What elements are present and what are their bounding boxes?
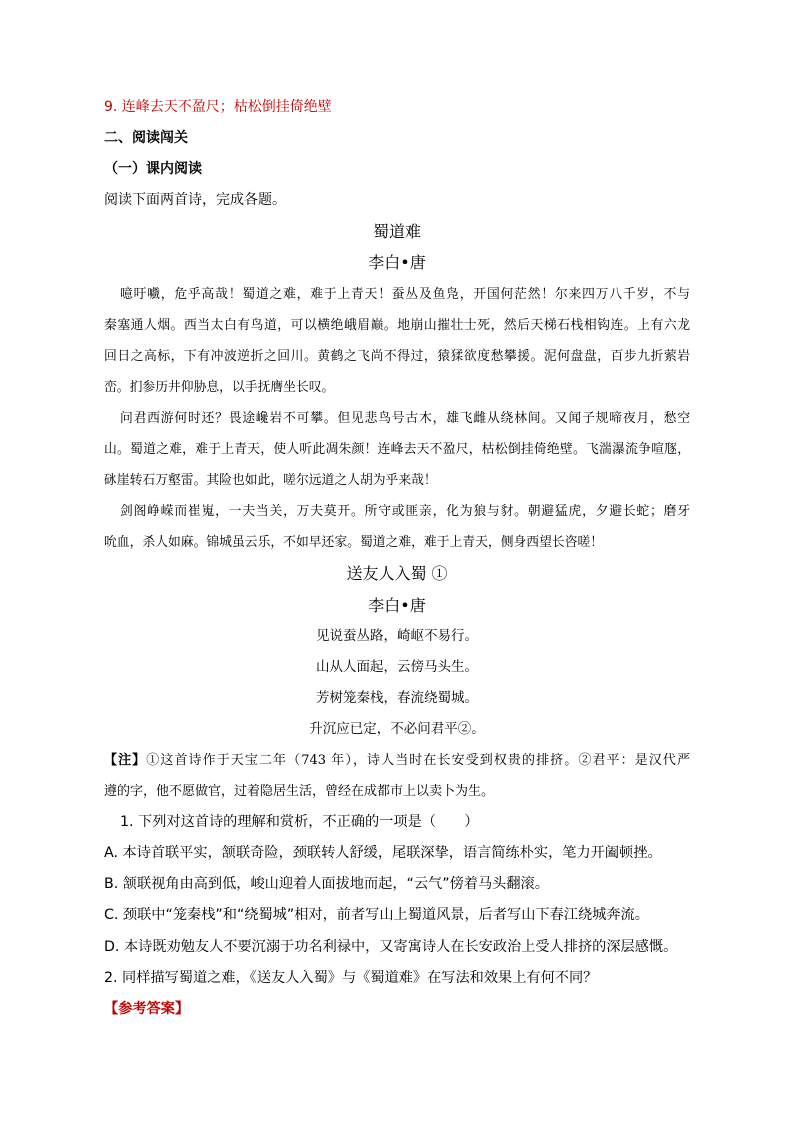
poem-paragraph xyxy=(104,279,690,403)
poem-paragraph xyxy=(104,496,690,558)
poem2-line: 芳树笼秦栈，春流绕蜀城。 xyxy=(316,689,478,706)
question-stem: 1. 下列对这首诗的理解和赏析，不正确的一项是（ ） xyxy=(120,814,479,831)
poem2-line: 升沉应已定，不必问君平②。 xyxy=(309,720,485,737)
poem2-line: 山从人面起，云傍马头生。 xyxy=(316,658,478,675)
annotation xyxy=(104,745,690,807)
section-heading: 二、阅读闯关 xyxy=(104,130,188,147)
poem-line: 山。蜀道之难，难于上青天，使人听此凋朱颜！连峰去天不盈尺，枯松倒挂倚绝壁。飞湍瀑流争喧豗， xyxy=(104,442,690,458)
answer-option-c: C. 颈联中“笼秦栈”和“绕蜀城”相对，前者写山上蜀道风景，后者写山下春江绕城奔流。 xyxy=(104,907,649,924)
poem2-body xyxy=(104,621,690,745)
poem-line: 砯崖转石万壑雷。其险也如此，嗟尔远道之人胡为乎来哉！ xyxy=(104,473,437,489)
poem-title: 蜀道难 xyxy=(372,222,421,242)
reading-instruction: 阅读下面两首诗，完成各题。 xyxy=(104,192,286,209)
poem-author: 李白•唐 xyxy=(368,253,426,273)
annotation-label: 【注】 xyxy=(104,752,147,768)
poem-line: 问君西游何时还？畏途巉岩不可攀。但见悲鸟号古木，雄飞雌从绕林间。又闻子规啼夜月，愁空 xyxy=(120,410,690,426)
question-2-stem: 2. 同样描写蜀道之难，《送友人入蜀》与《蜀道难》在写法和效果上有何不同？ xyxy=(104,969,598,986)
poem2-author: 李白•唐 xyxy=(368,595,426,615)
poem2-line: 见说蚕丛路，崎岖不易行。 xyxy=(316,627,478,644)
question-1 xyxy=(104,807,690,962)
reference-answer-label: 【参考答案】 xyxy=(104,1000,190,1017)
annotation-line: 遵的字，他不愿做官，过着隐居生活，曾经在成都市上以卖卜为生。 xyxy=(104,784,495,800)
poem-line: 噫吁嚱，危乎高哉！蜀道之难，难于上青天！蚕丛及鱼凫，开国何茫然！尔来四万八千岁，不与 xyxy=(120,286,690,302)
annotation-line xyxy=(104,745,690,776)
answer-item-9: 9. 连峰去天不盈尺；枯松倒挂倚绝壁 xyxy=(104,99,332,115)
page-content xyxy=(104,92,690,1025)
poem-line: 剑阁峥嵘而崔嵬，一夫当关，万夫莫开。所守或匪亲，化为狼与豺。朝避猛虎，夕避长蛇；磨牙 xyxy=(120,504,690,520)
answer-option-a: A. 本诗首联平实，颔联奇险，颈联转人舒缓，尾联深挚，语言简练朴实，笔力开阖顿挫。 xyxy=(104,845,662,862)
poem-line: 秦塞通人烟。西当太白有鸟道，可以横绝峨眉巅。地崩山摧壮士死，然后天梯石栈相钩连。上有六龙 xyxy=(104,317,690,333)
answer-option-b: B. 颔联视角由高到低，峻山迎着人面拔地而起，“云气”傍着马头翻滚。 xyxy=(104,876,549,893)
poem-line: 回日之高标，下有冲波逆折之回川。黄鹤之飞尚不得过，猿猱欲度愁攀援。泥何盘盘，百步九折萦岩 xyxy=(104,348,690,364)
annotation-text: ①这首诗作于天宝二年（743 年），诗人当时在长安受到权贵的排挤。②君平：是汉代严 xyxy=(146,752,690,768)
answer-option-d: D. 本诗既劝勉友人不要沉溺于功名利禄中，又寄寓诗人在长安政治上受人排挤的深层感慨。 xyxy=(104,938,678,955)
poem2-title: 送友人入蜀 ① xyxy=(346,564,448,584)
poem-paragraph xyxy=(104,403,690,496)
subsection-heading: （一）课内阅读 xyxy=(104,161,202,178)
poem-line: 峦。扪参历井仰胁息，以手抚膺坐长叹。 xyxy=(104,379,335,395)
poem-line: 吮血，杀人如麻。锦城虽云乐，不如早还家。蜀道之难，难于上青天，侧身西望长咨嗟！ xyxy=(104,535,604,551)
